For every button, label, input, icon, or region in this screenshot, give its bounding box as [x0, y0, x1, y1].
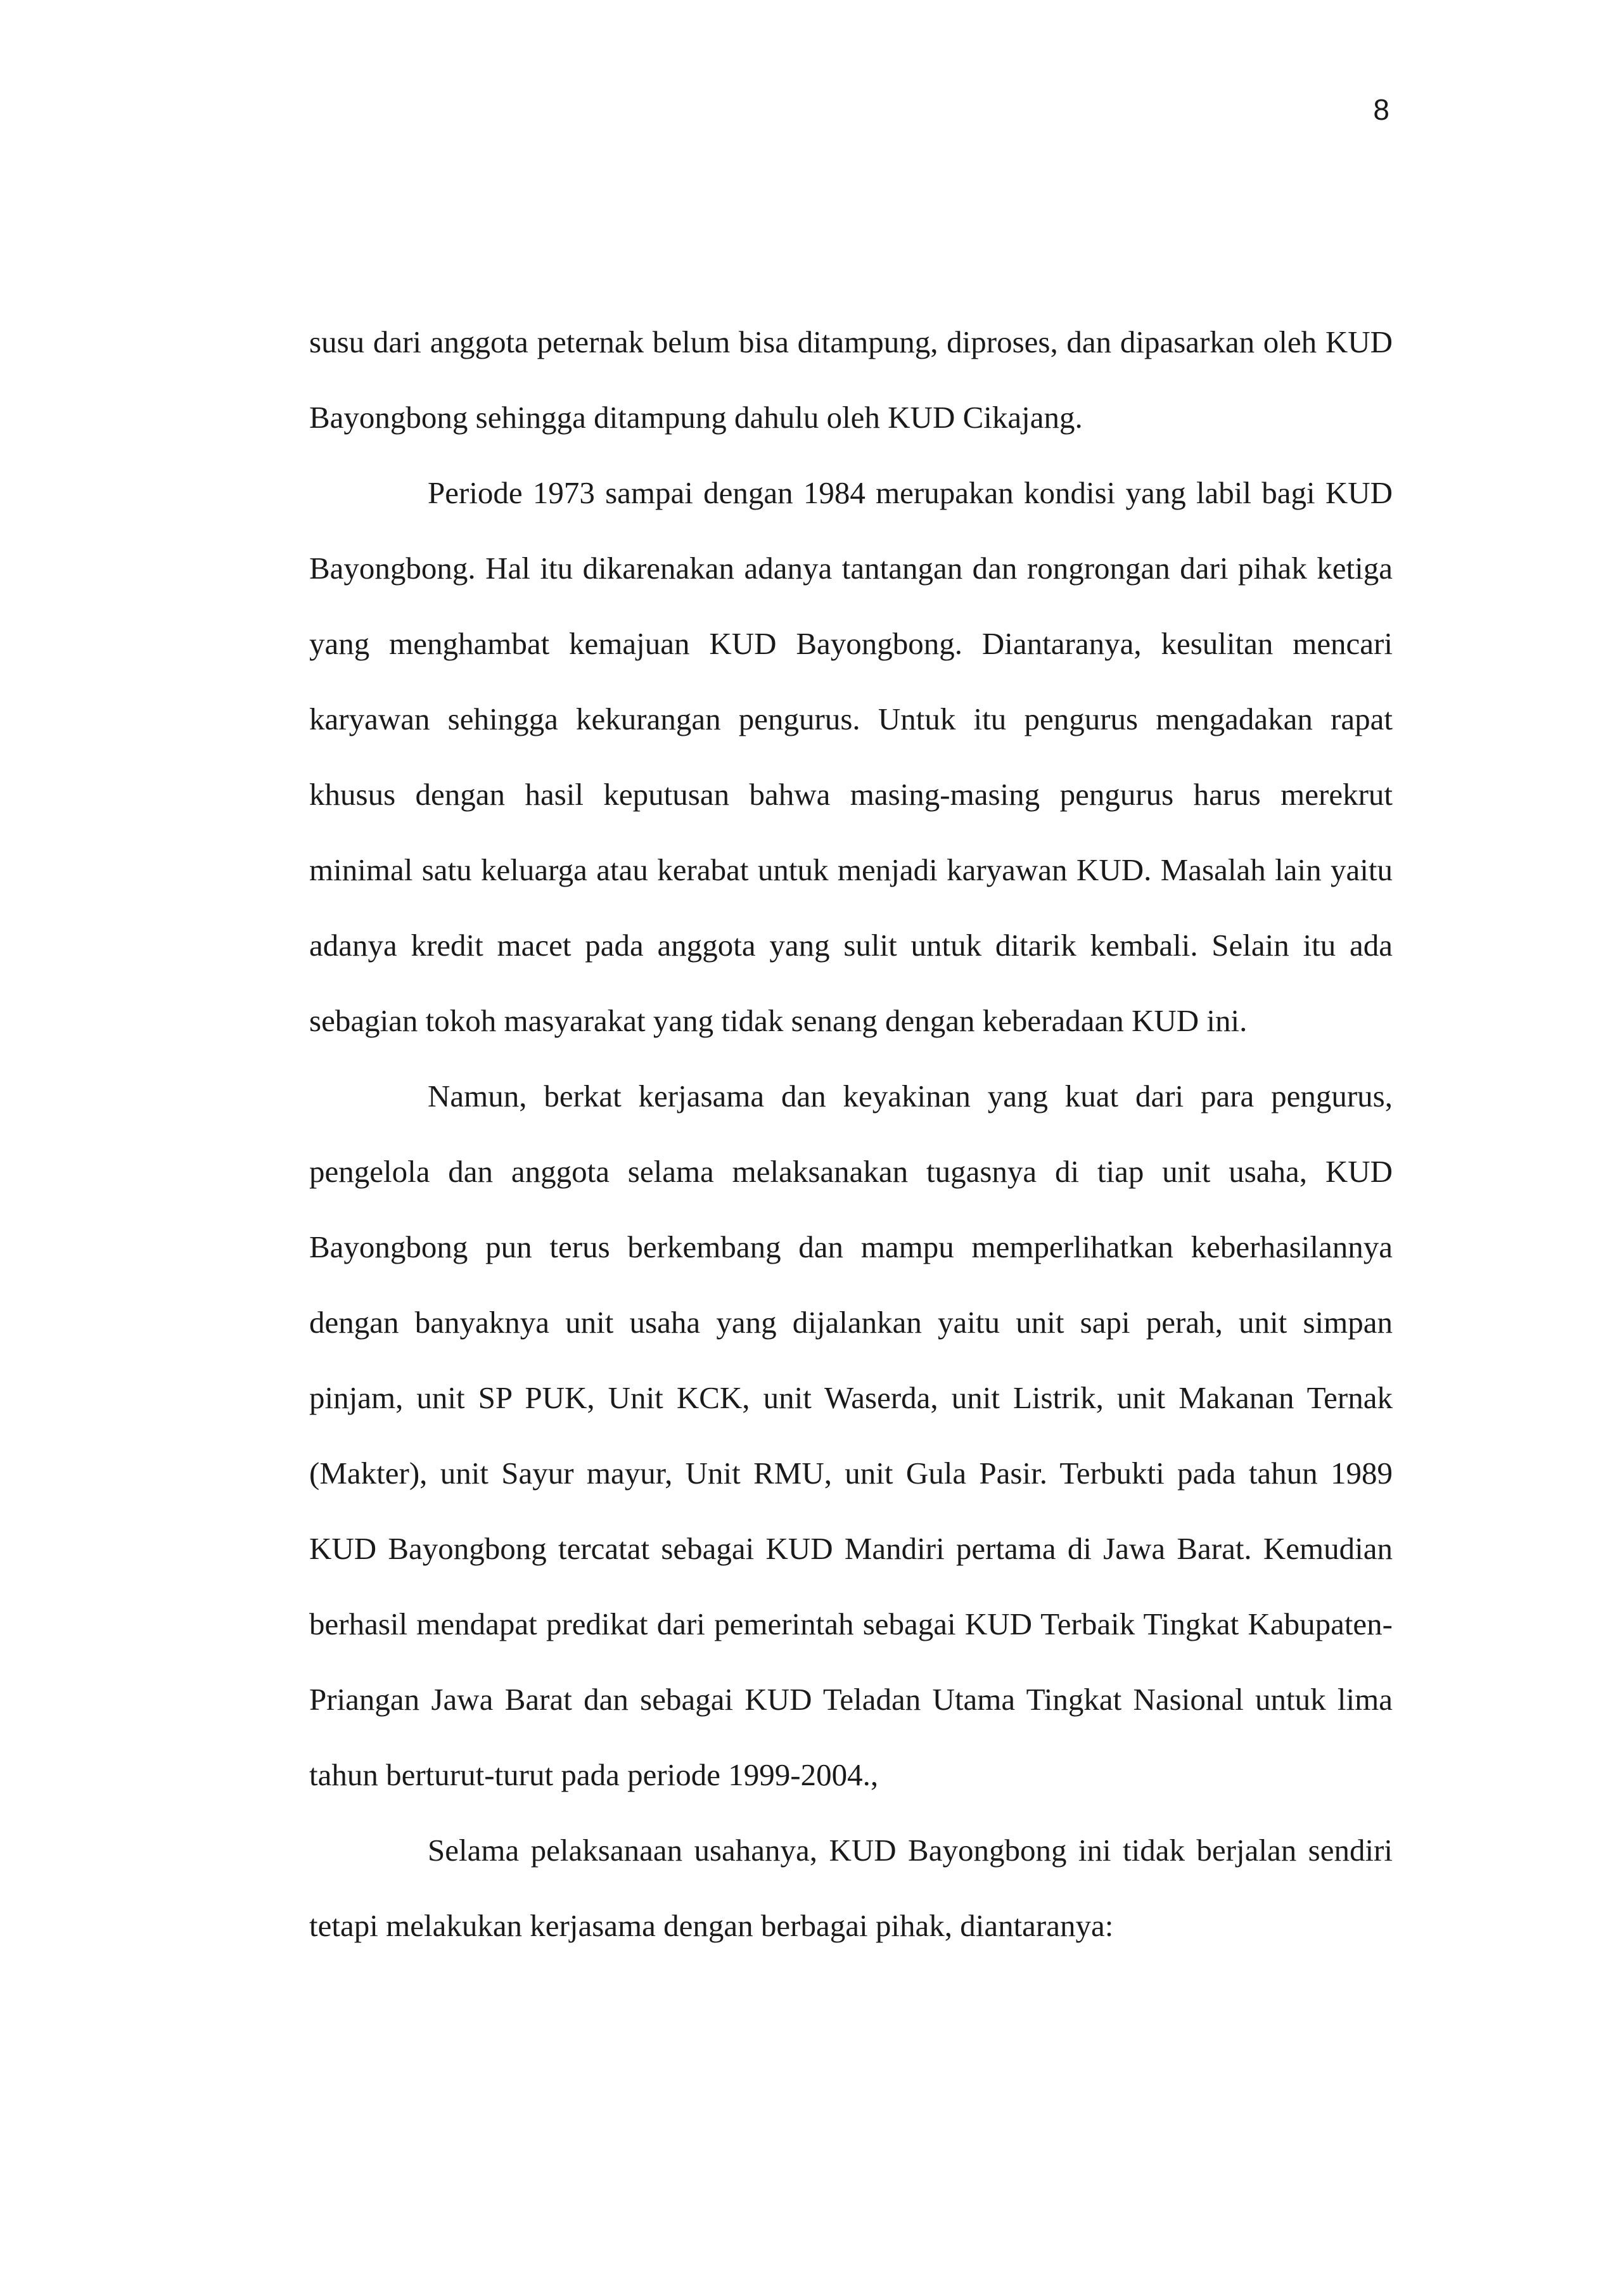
- page-number: 8: [1373, 93, 1389, 126]
- paragraph-development: Namun, berkat kerjasama dan keyakinan yang kuat dari para pengurus, pengelola dan anggota selama melaksanakan tugasnya di tiap unit usaha, KUD Bayongbong pun terus berkembang dan mampu memperlihatkan keberhasilannya dengan banyaknya unit usaha yang dijalankan yaitu unit sapi perah, unit simpan pinjam, unit SP PUK, Unit KCK, unit Waserda, unit Listrik, unit Makanan Ternak (Makter), unit Sayur mayur, Unit RMU, unit Gula Pasir. Terbukti pada tahun 1989 KUD Bayongbong tercatat sebagai KUD Mandiri pertama di Jawa Barat. Kemudian berhasil mendapat predikat dari pemerintah sebagai KUD Terbaik Tingkat Kabupaten-Priangan Jawa Barat dan sebagai KUD Teladan Utama Tingkat Nasional untuk lima tahun berturut-turut pada periode 1999-2004.,: [309, 1079, 1393, 1792]
- document-body: [309, 304, 1393, 1963]
- paragraph-period-1973-1984: Periode 1973 sampai dengan 1984 merupakan kondisi yang labil bagi KUD Bayongbong. Hal itu dikarenakan adanya tantangan dan rongrongan dari pihak ketiga yang menghambat kemajuan KUD Bayongbong. Diantaranya, kesulitan mencari karyawan sehingga kekurangan pengurus. Untuk itu pengurus mengadakan rapat khusus dengan hasil keputusan bahwa masing-masing pengurus harus merekrut minimal satu keluarga atau kerabat untuk menjadi karyawan KUD. Masalah lain yaitu adanya kredit macet pada anggota yang sulit untuk ditarik kembali. Selain itu ada sebagian tokoh masyarakat yang tidak senang dengan keberadaan KUD ini.: [309, 475, 1393, 1038]
- paragraph-continuation: susu dari anggota peternak belum bisa ditampung, diproses, dan dipasarkan oleh KUD Bayongbong sehingga ditampung dahulu oleh KUD Cikajang.: [309, 324, 1393, 435]
- paragraph-cooperation: Selama pelaksanaan usahanya, KUD Bayongbong ini tidak berjalan sendiri tetapi melakukan kerjasama dengan berbagai pihak, diantaranya:: [309, 1833, 1393, 1943]
